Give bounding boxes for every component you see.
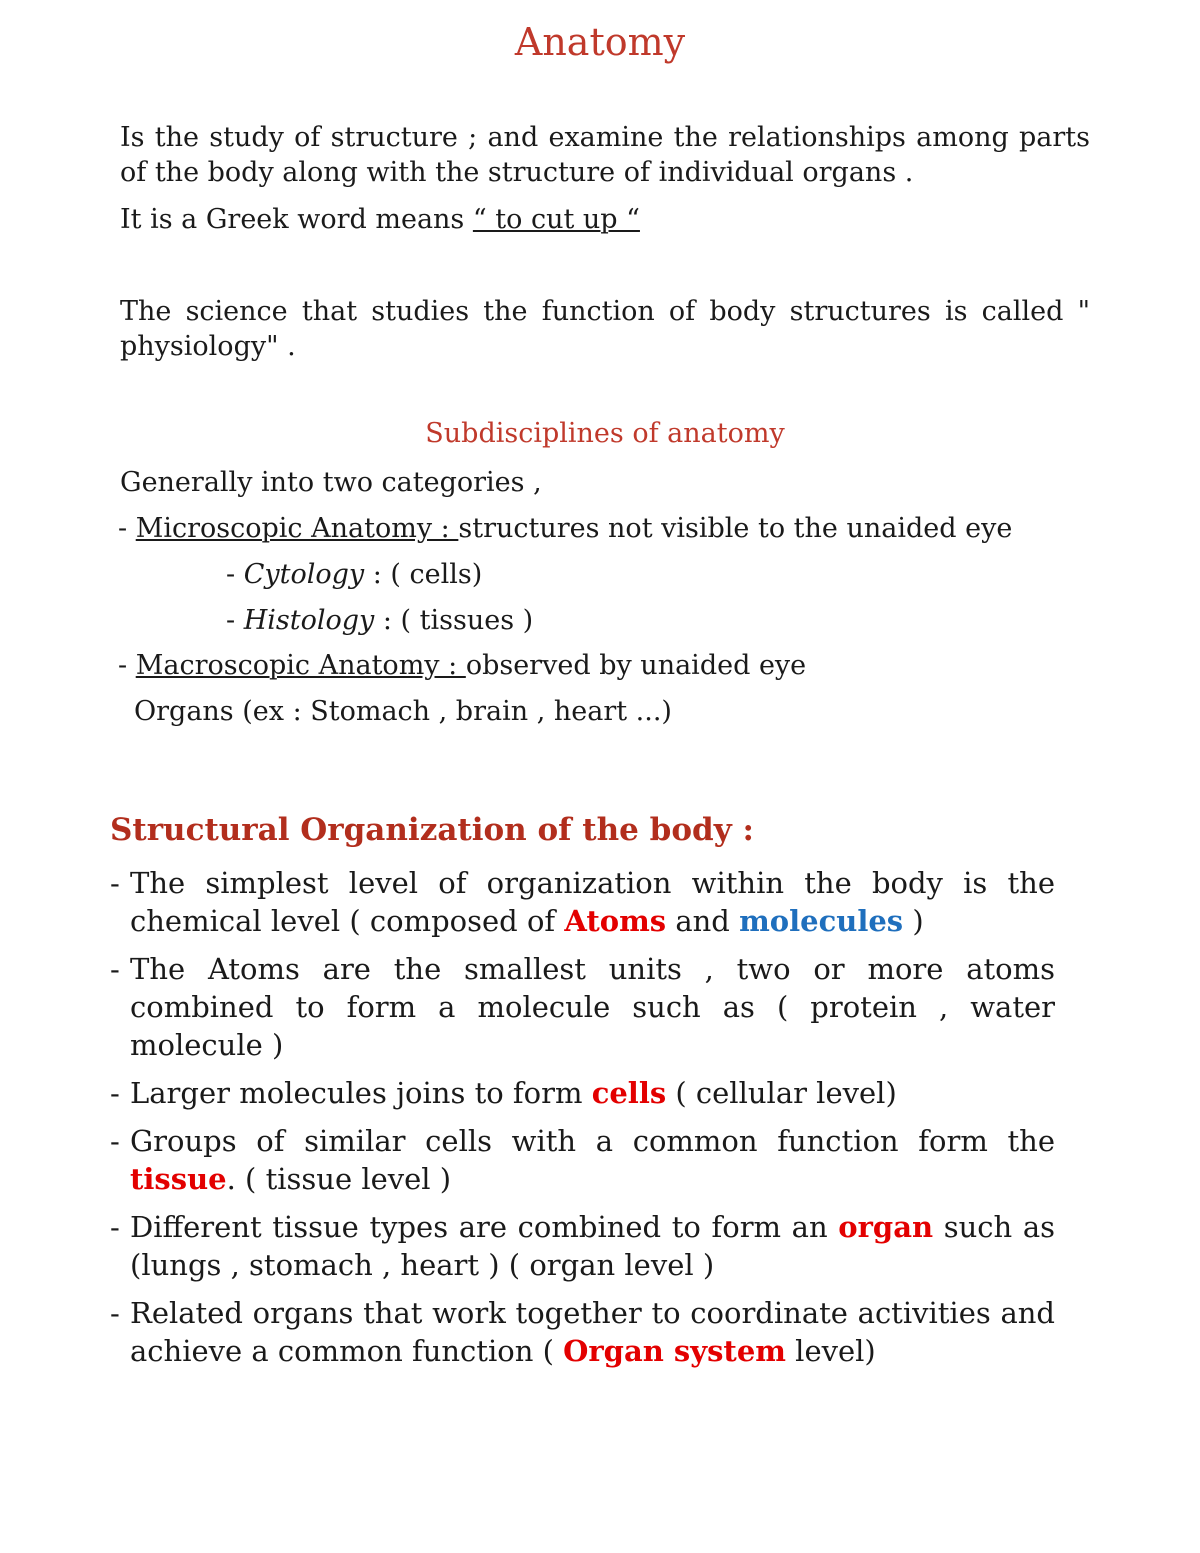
greek-word-text: It is a Greek word means: [120, 204, 473, 235]
dash: -: [226, 559, 244, 590]
bullet-organ: - Different tissue types are combined to form an organ such as (lungs , stomach , heart ) ( organ level ): [110, 1210, 1055, 1282]
cells-keyword: cells: [591, 1076, 667, 1110]
dash: -: [110, 1210, 120, 1244]
subdisciplines-title: Subdisciplines of anatomy: [425, 418, 785, 449]
organ-system-keyword: Organ system: [563, 1334, 786, 1368]
cytology-desc: : ( cells): [364, 559, 483, 590]
macroscopic-anatomy-item: [118, 648, 806, 683]
structural-organization-heading: Structural Organization of the body :: [110, 812, 754, 848]
organs-example: Organs (ex : Stomach , brain , heart ...): [134, 696, 672, 727]
dash: -: [110, 1076, 120, 1110]
molecules-keyword: molecules: [739, 904, 904, 938]
intro-paragraph-2: [120, 202, 640, 237]
cytology-term: Cytology: [243, 559, 365, 590]
dash: -: [110, 866, 120, 900]
dash: -: [118, 650, 136, 681]
bullet-atoms: - The Atoms are the smallest units , two or more atoms combined to form a molecule such as ( protein , water molecule ): [110, 952, 1055, 1062]
histology-item: [226, 603, 533, 638]
categories-intro: Generally into two categories ,: [120, 467, 542, 498]
histology-term: Histology: [243, 605, 375, 636]
bullet-chemical-level: - The simplest level of organization within the body is the chemical level ( composed of Atoms and molecules ): [110, 866, 1055, 938]
page-title: Anatomy: [514, 20, 686, 64]
bullet-tissue: - Groups of similar cells with a common function form the tissue. ( tissue level ): [110, 1124, 1055, 1196]
microscopic-anatomy-label: Microscopic Anatomy :: [135, 513, 459, 544]
microscopic-anatomy-desc: structures not visible to the unaided eye: [458, 513, 1013, 544]
tissue-keyword: tissue: [130, 1162, 227, 1196]
macroscopic-anatomy-label: Macroscopic Anatomy :: [135, 650, 466, 681]
microscopic-anatomy-item: [118, 511, 1012, 546]
dash: -: [118, 513, 136, 544]
atoms-keyword: Atoms: [564, 904, 667, 938]
to-cut-up-quote: “ to cut up “: [472, 204, 640, 235]
histology-desc: : ( tissues ): [374, 605, 534, 636]
organ-keyword: organ: [838, 1210, 934, 1244]
bullet-cells: - Larger molecules joins to form cells ( cellular level): [110, 1076, 897, 1110]
dash: -: [110, 1124, 120, 1158]
macroscopic-anatomy-desc: observed by unaided eye: [465, 650, 807, 681]
cytology-item: [226, 557, 482, 592]
dash: -: [110, 952, 120, 986]
bullet-organ-system: - Related organs that work together to coordinate activities and achieve a common function ( Organ system level): [110, 1296, 1055, 1368]
intro-paragraph-1: Is the study of structure ; and examine the relationships among parts of the body along with the structure of individual organs .: [120, 122, 1090, 188]
physiology-paragraph: The science that studies the function of body structures is called " physiology" .: [120, 296, 1090, 362]
dash: -: [110, 1296, 120, 1330]
dash: -: [226, 605, 244, 636]
